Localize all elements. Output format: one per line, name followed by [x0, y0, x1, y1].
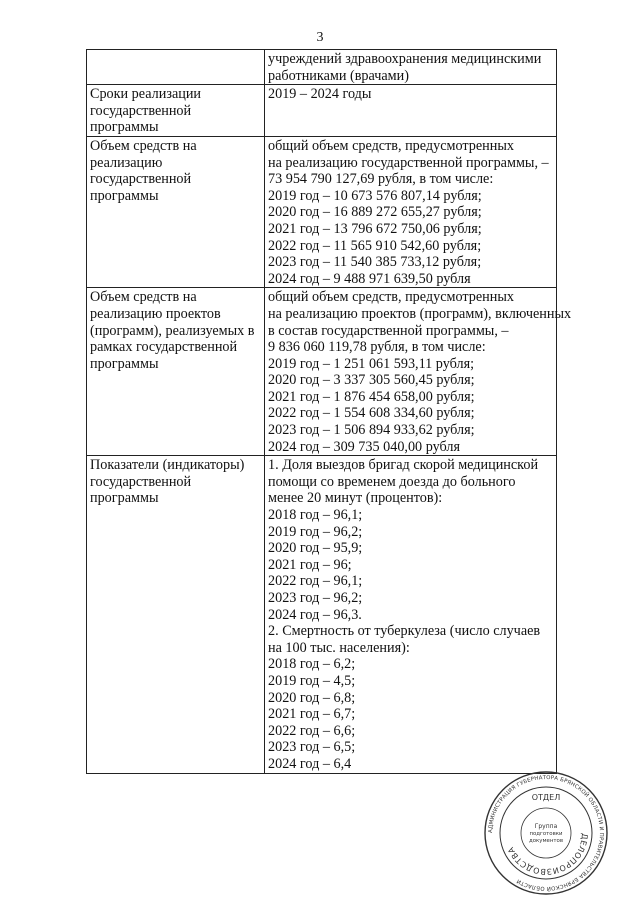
- table-row: [87, 85, 557, 137]
- row-content-line: 2019 год – 1 251 061 593,11 рубля;: [268, 355, 475, 372]
- row-content-line: общий объем средств, предусмотренных: [268, 137, 514, 154]
- row-label-cell: [87, 50, 265, 85]
- row-content-line: 2023 год – 11 540 385 733,12 рубля;: [268, 254, 482, 271]
- row-label-cell: [87, 85, 265, 137]
- row-content-line: работниками (врачами): [268, 67, 409, 84]
- row-label-cell: [87, 456, 265, 773]
- row-content-line: 2022 год – 6,6;: [268, 722, 356, 739]
- row-content-line: 2021 год – 6,7;: [268, 706, 356, 723]
- row-content-line: 2021 год – 1 876 454 658,00 рубля;: [268, 388, 475, 405]
- row-content-line: 1. Доля выездов бригад скорой медицинской: [268, 457, 539, 474]
- row-label-line: Показатели (индикаторы): [90, 457, 245, 474]
- row-content-line: 73 954 790 127,69 рубля, в том числе:: [268, 171, 494, 188]
- row-label-line: программы: [90, 490, 159, 507]
- row-content-line: 2019 год – 10 673 576 807,14 рубля;: [268, 187, 482, 204]
- row-content-line: 2023 год – 1 506 894 933,62 рубля;: [268, 422, 475, 439]
- table-row: [87, 50, 557, 85]
- stamp-seal-graphic: [483, 770, 609, 896]
- row-content-line: 2020 год – 3 337 305 560,45 рубля;: [268, 372, 475, 389]
- row-content-line: 2024 год – 9 488 971 639,50 рубля: [268, 270, 471, 287]
- row-content-line: на 100 тыс. населения):: [268, 639, 410, 656]
- row-label-line: государственной: [90, 102, 192, 119]
- row-label-line: Объем средств на: [90, 137, 197, 154]
- row-content-line: 2021 год – 96;: [268, 556, 352, 573]
- row-content-line: 2019 год – 96,2;: [268, 523, 363, 540]
- row-content-line: 2019 год – 4,5;: [268, 672, 356, 689]
- row-content-line: 2020 год – 16 889 272 655,27 рубля;: [268, 204, 482, 221]
- row-content-line: 2024 год – 96,3.: [268, 606, 362, 623]
- row-content-line: 2024 год – 309 735 040,00 рубля: [268, 438, 460, 455]
- row-label-line: программы: [90, 119, 159, 136]
- table-row: [87, 456, 557, 773]
- row-content-line: 2022 год – 1 554 608 334,60 рубля;: [268, 405, 475, 422]
- row-label-line: Сроки реализации: [90, 86, 202, 103]
- table-row: [87, 136, 557, 287]
- row-content-line: менее 20 минут (процентов):: [268, 490, 443, 507]
- row-content-line: 2022 год – 96,1;: [268, 573, 363, 590]
- row-label-line: (программ), реализуемых в: [90, 322, 255, 339]
- stamp-center-line: документов: [529, 838, 563, 844]
- row-content-line: 2024 год – 6,4: [268, 755, 352, 772]
- row-content-line: учреждений здравоохранения медицинскими: [268, 51, 542, 67]
- stamp-top-text: ОТДЕЛ: [531, 793, 561, 802]
- row-content-line: 2022 год – 11 565 910 542,60 рубля;: [268, 237, 482, 254]
- row-content-line: в состав государственной программы, –: [268, 322, 509, 339]
- row-label-cell: [87, 288, 265, 456]
- row-content-cell: [265, 85, 557, 137]
- row-label-line: рамках государственной: [90, 339, 238, 356]
- stamp-ring-text: АДМИНИСТРАЦИЯ ГУБЕРНАТОРА БРЯНСКОЙ ОБЛАСТИ И ПРАВИТЕЛЬСТВА БРЯНСКОЙ ОБЛАСТИ: [487, 774, 605, 892]
- row-content-line: 2020 год – 95,9;: [268, 540, 363, 557]
- row-content-line: 2019 – 2024 годы: [268, 86, 372, 103]
- row-label-line: реализацию: [90, 154, 163, 171]
- row-label-cell: [87, 136, 265, 287]
- row-content-cell: [265, 136, 557, 287]
- row-content-cell: [265, 288, 572, 456]
- row-content-line: на реализацию проектов (программ), включенных: [268, 305, 572, 322]
- row-content-line: 2018 год – 96,1;: [268, 507, 363, 524]
- row-content-line: 2. Смертность от туберкулеза (число случаев: [268, 623, 541, 640]
- row-content-line: 2023 год – 6,5;: [268, 739, 356, 756]
- row-label-line: государственной: [90, 473, 192, 490]
- table-row: [87, 288, 557, 456]
- stamp-center-line: подготовки: [529, 831, 563, 837]
- row-content-line: общий объем средств, предусмотренных: [268, 289, 514, 306]
- row-label-line: программы: [90, 355, 159, 372]
- office-stamp: [483, 770, 609, 896]
- row-content-line: на реализацию государственной программы, –: [268, 154, 549, 171]
- row-content-cell: [265, 456, 557, 773]
- row-content-line: 9 836 060 119,78 рубля, в том числе:: [268, 339, 486, 356]
- stamp-center-line: Группа: [534, 823, 558, 830]
- row-label-line: Объем средств на: [90, 289, 197, 306]
- program-passport-table: [86, 49, 572, 774]
- row-label-line: государственной: [90, 171, 192, 188]
- row-content-line: 2018 год – 6,2;: [268, 656, 356, 673]
- row-content-line: 2020 год – 6,8;: [268, 689, 356, 706]
- row-label-line: реализацию проектов: [90, 305, 221, 322]
- stamp-arc-text: ДЕЛОПРОИЗВОДСТВА: [506, 832, 590, 877]
- row-content-line: помощи со временем доезда до больного: [268, 473, 516, 490]
- page-number: 3: [316, 30, 324, 45]
- row-content-line: 2021 год – 13 796 672 750,06 рубля;: [268, 220, 482, 237]
- row-content-cell: [265, 50, 557, 85]
- row-content-line: 2023 год – 96,2;: [268, 590, 363, 606]
- row-label-line: программы: [90, 187, 159, 204]
